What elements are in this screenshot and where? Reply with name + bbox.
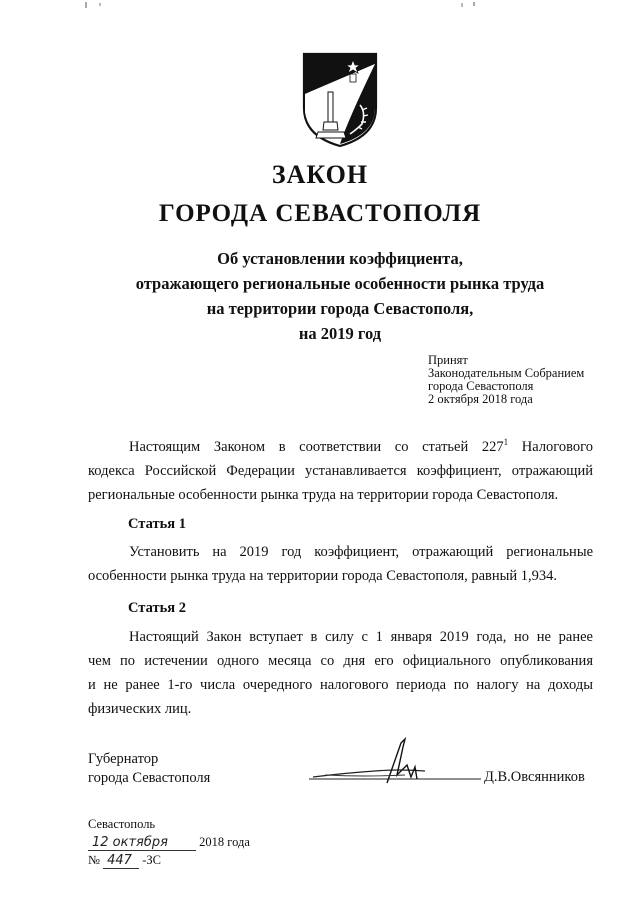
article-1-line: Установить на 2019 год коэффициент, отражающий региональные <box>129 544 593 560</box>
article-2-line: чем по истечении одного месяца со дня его официального опубликования <box>88 653 593 669</box>
adoption-note <box>428 354 584 406</box>
subject-line: отражающего региональные особенности рынка труда <box>135 274 545 293</box>
article-2-line: Настоящий Закон вступает в силу с 1 января 2019 года, но не ранее <box>129 629 593 645</box>
number-row <box>88 851 250 869</box>
document-city-title: ГОРОДА СЕВАСТОПОЛЯ <box>158 200 482 227</box>
subject-line: Об установлении коэффициента, <box>217 249 463 268</box>
scan-marks <box>0 0 640 12</box>
date-suffix: 2018 года <box>199 835 250 849</box>
place: Севастополь <box>88 817 156 831</box>
preamble-paragraph <box>88 430 593 507</box>
preamble-line: кодекса Российской Федерации устанавливается коэффициент, отражающий <box>88 463 593 479</box>
adoption-line: Законодательным Собранием <box>428 366 585 380</box>
subject-line: на 2019 год <box>298 324 382 343</box>
signatory-name: Д.В.Овсянников <box>484 769 585 785</box>
document-title: ЗАКОН <box>271 160 369 189</box>
signatory-title-line: города Севастополя <box>88 770 211 786</box>
sevastopol-coat-of-arms-icon <box>300 50 380 148</box>
article-2-heading: Статья 2 <box>128 600 186 616</box>
number-suffix: -ЗС <box>142 853 161 867</box>
preamble-line: Настоящим Законом в соответствии со статьей $227^1$ Налогового <box>129 437 593 455</box>
subject-line: на территории города Севастополя, <box>206 299 474 318</box>
article-2-line: физических лиц. <box>88 701 192 717</box>
law-subject <box>80 246 600 346</box>
article-2-line: и не ранее 1-го числа очередного налогового периода по налогу на доходы <box>88 677 593 693</box>
handwritten-number: 447 <box>103 854 139 869</box>
preamble-line: региональные особенности рынка труда на территории города Севастополя. <box>88 487 559 503</box>
article-1-line: особенности рынка труда на территории города Севастополя, равный 1,934. <box>88 568 558 584</box>
article-1-heading: Статья 1 <box>128 516 186 532</box>
adoption-line: города Севастополя <box>428 379 534 393</box>
adoption-line: Принят <box>428 353 468 367</box>
article-2-paragraph <box>88 625 593 721</box>
document-footer <box>88 815 250 869</box>
number-prefix: № <box>88 853 100 867</box>
signatory-title <box>88 750 210 788</box>
footnote-marker: 1 <box>503 437 509 447</box>
article-1-paragraph <box>88 540 593 588</box>
handwritten-signature <box>305 735 485 790</box>
adoption-line: 2 октября 2018 года <box>428 392 533 406</box>
signatory-title-line: Губернатор <box>88 751 159 767</box>
handwritten-date: 12 октября <box>88 836 196 851</box>
date-row <box>88 833 250 851</box>
